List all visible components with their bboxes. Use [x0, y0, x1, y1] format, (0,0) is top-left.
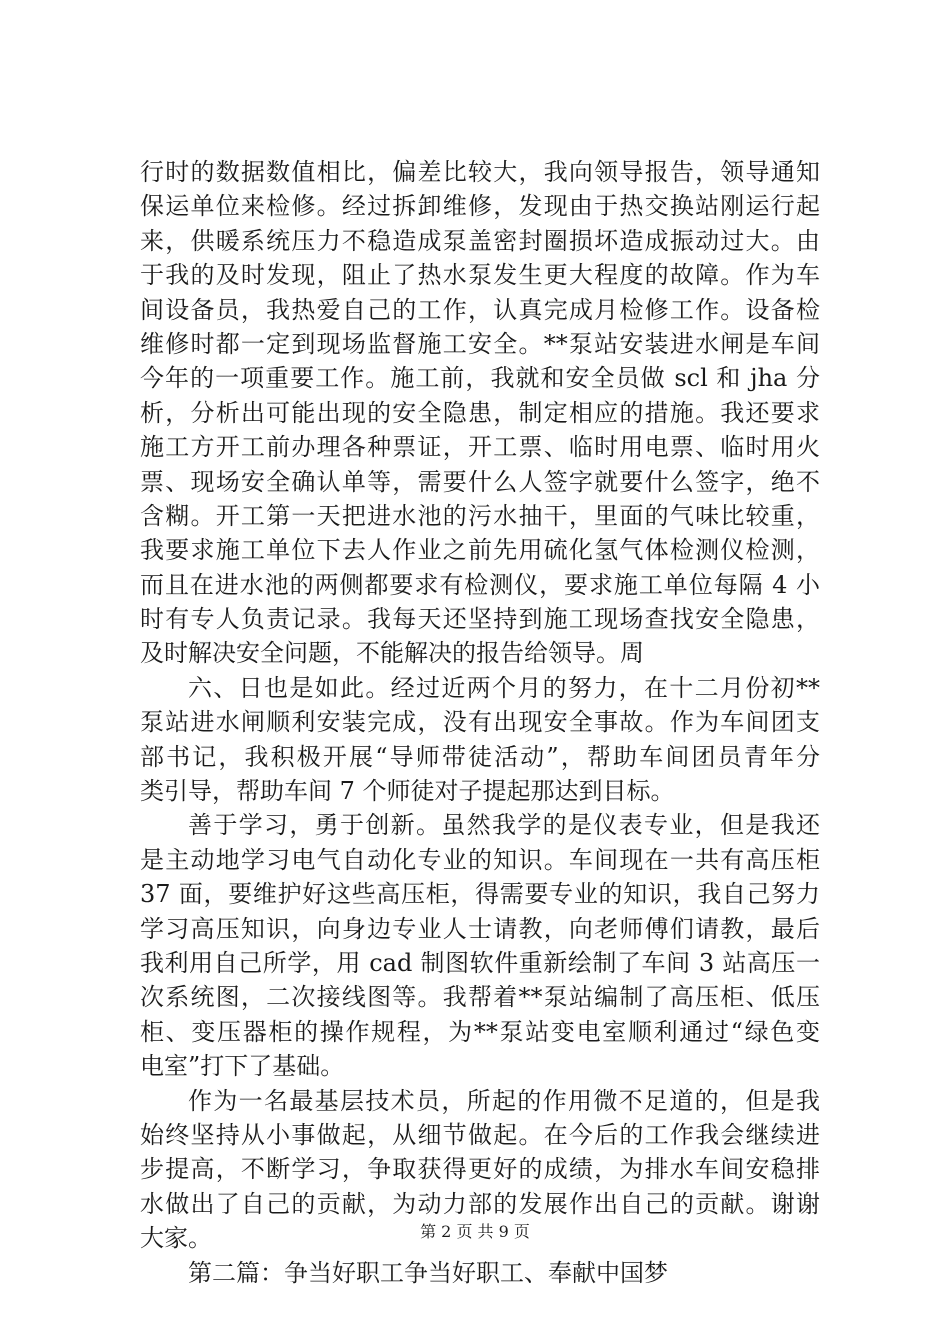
text-line: 施工方开工前办理各种票证，开工票、临时用电票、临时用火 — [140, 433, 820, 462]
text-line: 票、现场安全确认单等，需要什么人签字就要什么签字，绝不 — [140, 467, 820, 496]
page-footer: 第 2 页 共 9 页 — [420, 1222, 530, 1241]
text-line: 含糊。开工第一天把进水池的污水抽干，里面的气味比较重， — [140, 501, 820, 530]
text-line: 泵站进水闸顺利安装完成，没有出现安全事故。作为车间团支 — [140, 708, 820, 737]
text-line: 及时解决安全问题，不能解决的报告给领导。周 — [140, 639, 644, 668]
text-line: 行时的数据数值相比，偏差比较大，我向领导报告，领导通知 — [140, 158, 820, 186]
text-line: 作为一名最基层技术员，所起的作用微不足道的，但是我 — [188, 1086, 820, 1115]
text-line: 是主动地学习电气自动化专业的知识。车间现在一共有高压柜 — [140, 845, 820, 874]
text-line: 水做出了自己的贡献，为动力部的发展作出自己的贡献。谢谢 — [140, 1189, 820, 1218]
text-line: 六、日也是如此。经过近两个月的努力，在十二月份初** — [188, 673, 820, 702]
paragraph — [140, 155, 820, 671]
paragraph — [140, 808, 820, 1083]
paragraph — [140, 1256, 820, 1290]
text-line: 我利用自己所学，用 cad 制图软件重新绘制了车间 3 站高压一 — [140, 948, 820, 977]
text-line: 于我的及时发现，阻止了热水泵发生更大程度的故障。作为车 — [140, 261, 820, 290]
document-body — [140, 155, 820, 1290]
text-line: 类引导，帮助车间 7 个师徒对子提起那达到目标。 — [140, 777, 675, 806]
text-line: 步提高，不断学习，争取获得更好的成绩，为排水车间安稳排 — [140, 1155, 820, 1184]
text-line: 大家。 — [140, 1224, 212, 1253]
text-line: 部书记，我积极开展“导师带徒活动”，帮助车间团员青年分 — [140, 742, 820, 771]
paragraph — [140, 671, 820, 809]
text-line: 学习高压知识，向身边专业人士请教，向老师傅们请教，最后 — [140, 914, 820, 943]
text-line: 始终坚持从小事做起，从细节做起。在今后的工作我会继续进 — [140, 1120, 820, 1149]
text-line: 电室”打下了基础。 — [140, 1052, 345, 1081]
text-line: 善于学习，勇于创新。虽然我学的是仪表专业，但是我还 — [188, 811, 820, 840]
text-line: 柜、变压器柜的操作规程，为**泵站变电室顺利通过“绿色变 — [140, 1017, 820, 1046]
text-line: 第二篇：争当好职工争当好职工、奉献中国梦 — [188, 1258, 668, 1287]
text-line: 时有专人负责记录。我每天还坚持到施工现场查找安全隐患， — [140, 605, 820, 634]
text-line: 次系统图，二次接线图等。我帮着**泵站编制了高压柜、低压 — [140, 983, 820, 1012]
text-line: 37 面，要维护好这些高压柜，得需要专业的知识，我自己努力 — [140, 880, 820, 909]
text-line: 今年的一项重要工作。施工前，我就和安全员做 scl 和 jha 分 — [140, 364, 820, 393]
text-line: 间设备员，我热爱自己的工作，认真完成月检修工作。设备检 — [140, 295, 820, 324]
text-line: 来，供暖系统压力不稳造成泵盖密封圈损坏造成振动过大。由 — [140, 226, 820, 255]
text-line: 我要求施工单位下去人作业之前先用硫化氢气体检测仪检测， — [140, 536, 820, 565]
text-line: 维修时都一定到现场监督施工安全。**泵站安装进水闸是车间 — [140, 329, 820, 358]
text-line: 析，分析出可能出现的安全隐患，制定相应的措施。我还要求 — [140, 398, 820, 427]
text-line: 而且在进水池的两侧都要求有检测仪，要求施工单位每隔 4 小 — [140, 570, 820, 599]
text-line: 保运单位来检修。经过拆卸维修，发现由于热交换站刚运行起 — [140, 192, 820, 221]
